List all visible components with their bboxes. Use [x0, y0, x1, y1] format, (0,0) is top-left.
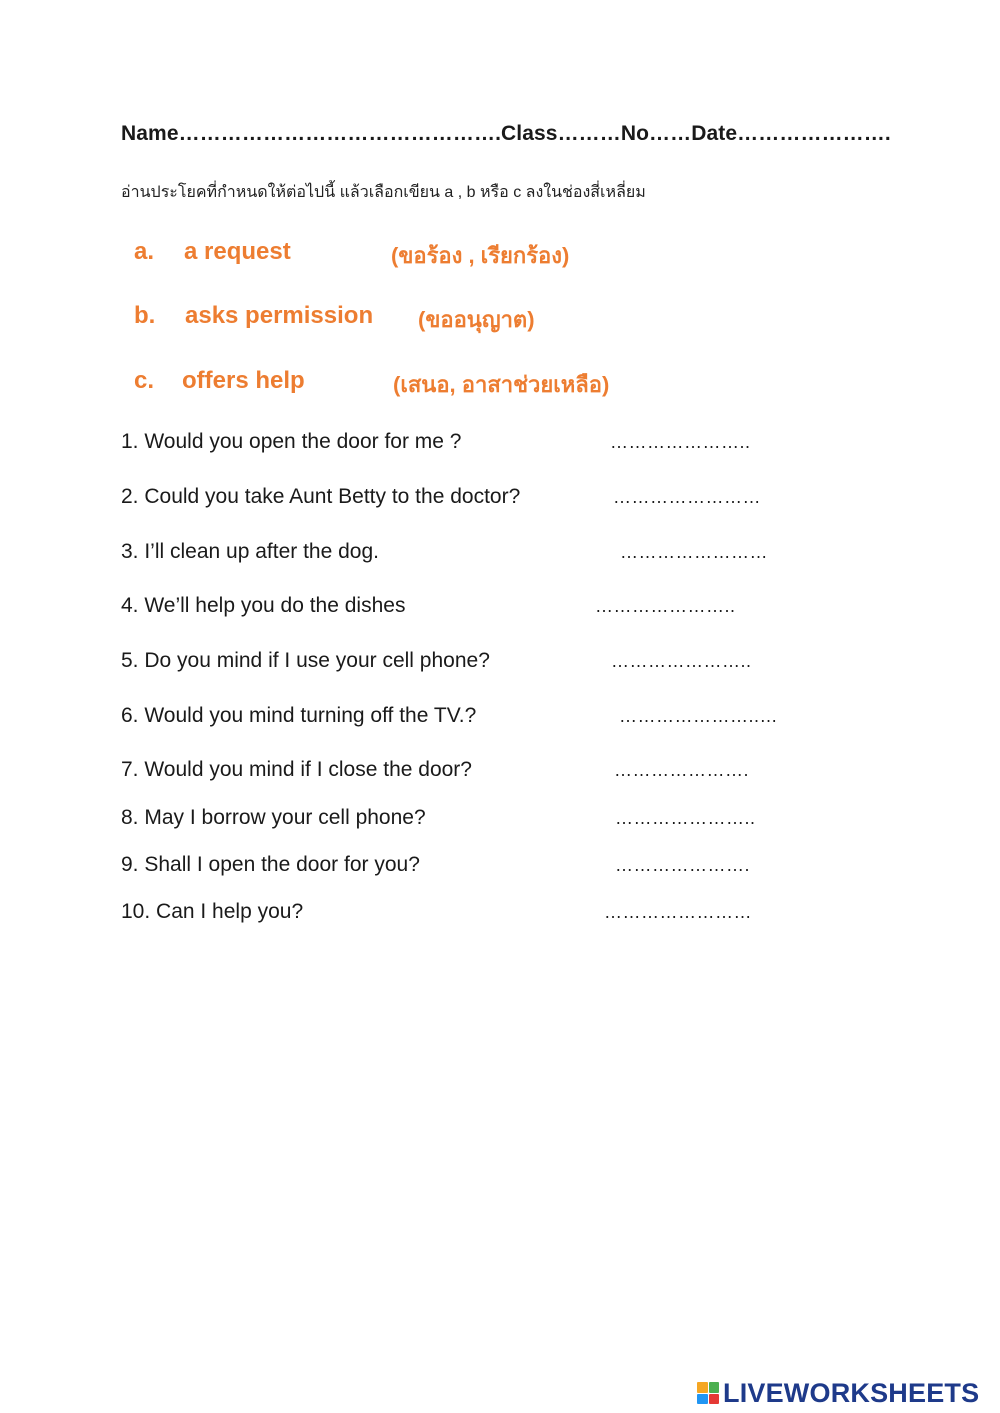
answer-blank[interactable]: …………………..	[611, 651, 752, 671]
option-term: asks permission	[185, 302, 374, 329]
answer-blank[interactable]: …………………..	[610, 432, 751, 452]
answer-blank[interactable]: ………………….	[614, 760, 750, 780]
option-thai: (เสนอ, อาสาช่วยเหลือ)	[393, 372, 610, 397]
answer-blank[interactable]: …………………..	[595, 596, 736, 616]
question-item: 1. Would you open the door for me ?	[121, 430, 462, 453]
question-item: 7. Would you mind if I close the door?	[121, 758, 472, 781]
question-item: 6. Would you mind turning off the TV.?	[121, 704, 477, 727]
question-item: 5. Do you mind if I use your cell phone?	[121, 649, 490, 672]
answer-blank[interactable]: …………………..…	[619, 706, 779, 726]
answer-blank[interactable]: …………………..	[615, 808, 756, 828]
answer-blank[interactable]: ……………………	[613, 487, 761, 507]
logo-blocks-icon	[697, 1382, 719, 1404]
answer-blank[interactable]: ……………………	[604, 902, 752, 922]
instruction-text: อ่านประโยคที่กำหนดให้ต่อไปนี้ แล้วเลือกเขียน a , b หรือ c ลงในช่องสี่เหลี่ยม	[121, 184, 646, 201]
student-info-line: Name……………………………………….Class………No……Date………………….	[121, 122, 891, 145]
liveworksheets-logo[interactable]	[697, 1378, 979, 1408]
logo-text: LIVEWORKSHEETS	[723, 1377, 980, 1408]
option-term: offers help	[182, 367, 305, 394]
question-item: 2. Could you take Aunt Betty to the doctor?	[121, 485, 521, 508]
option-thai: (ขออนุญาต)	[418, 307, 535, 332]
question-item: 9. Shall I open the door for you?	[121, 853, 420, 876]
question-item: 4. We’ll help you do the dishes	[121, 594, 406, 617]
question-item: 8. May I borrow your cell phone?	[121, 806, 426, 829]
answer-blank[interactable]: ………………….	[615, 855, 751, 875]
question-item: 3. I’ll clean up after the dog.	[121, 540, 379, 563]
answer-blank[interactable]: ……………………	[620, 542, 768, 562]
option-term: a request	[184, 238, 291, 265]
question-item: 10. Can I help you?	[121, 900, 304, 923]
option-letter: c.	[134, 367, 155, 394]
option-letter: b.	[134, 302, 156, 329]
option-thai: (ขอร้อง , เรียกร้อง)	[391, 243, 570, 268]
option-letter: a.	[134, 238, 155, 265]
